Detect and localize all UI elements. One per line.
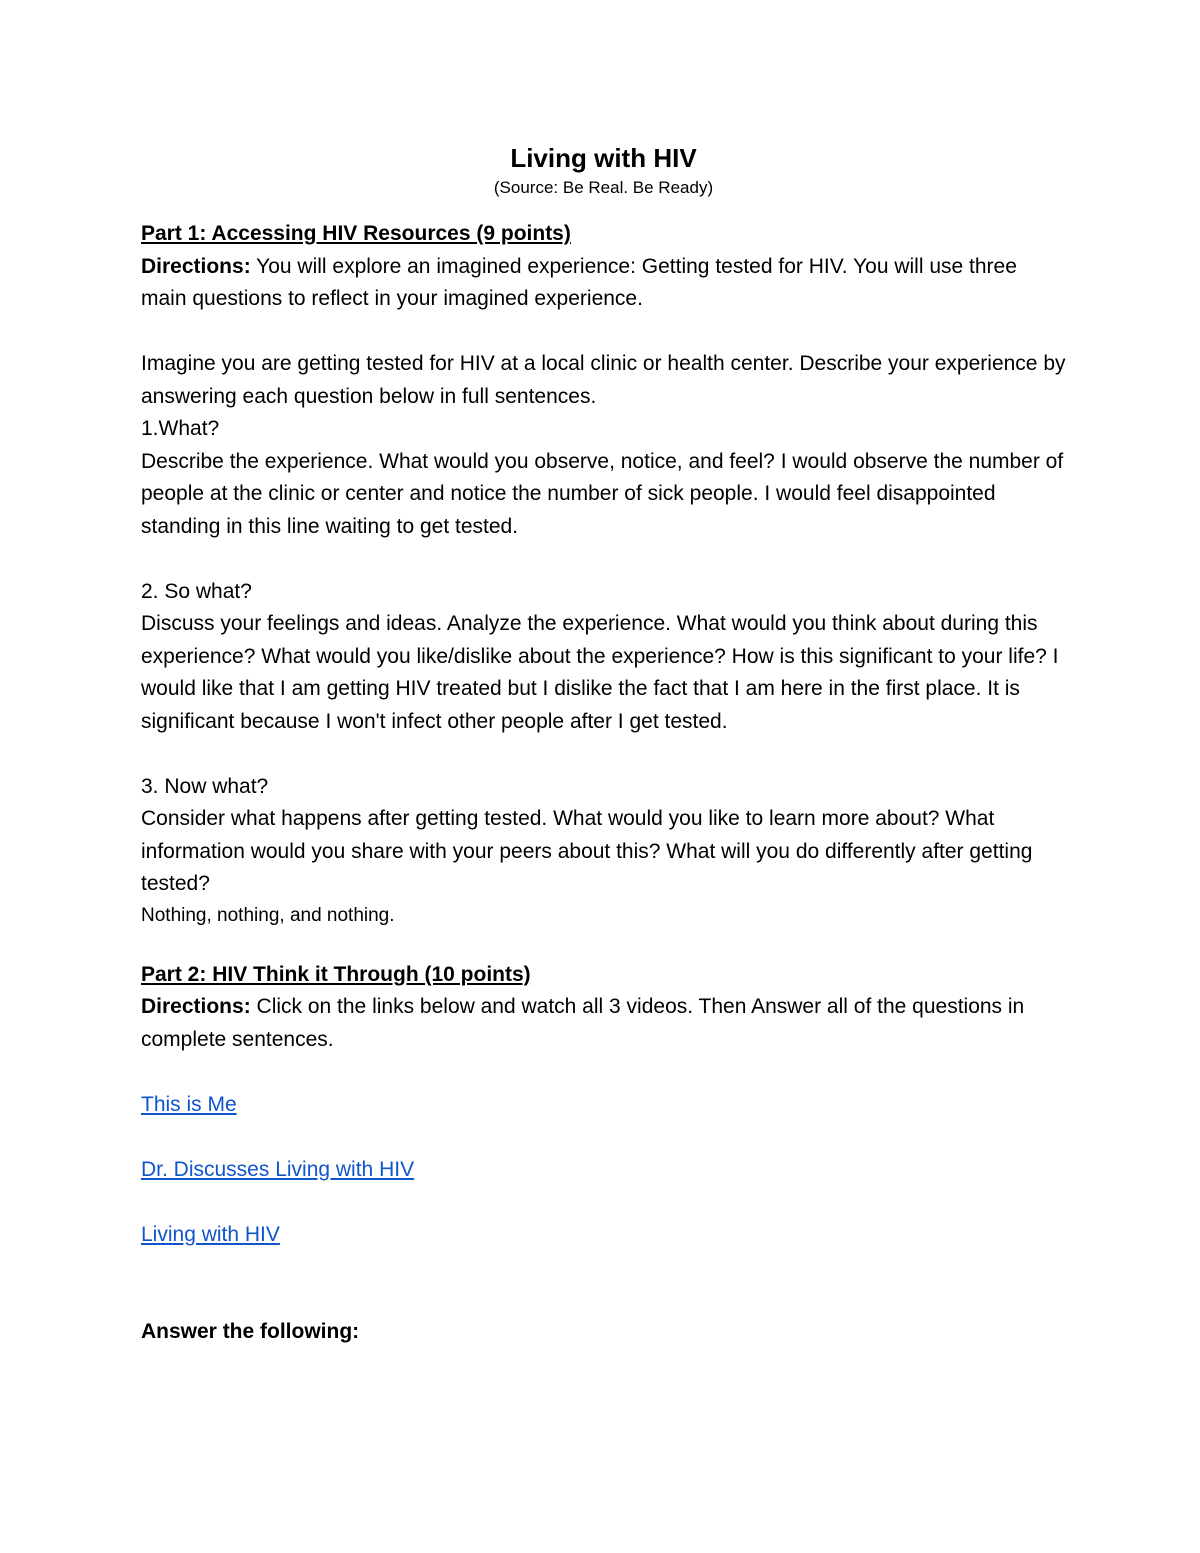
part1-intro: Imagine you are getting tested for HIV at a local clinic or health center. Describe your experience by answering each question below in full sentences. xyxy=(141,352,1066,408)
document-title: Living with HIV xyxy=(510,143,697,173)
part2-directions xyxy=(141,991,1066,1056)
document-source: (Source: Be Real. Be Ready) xyxy=(493,178,714,197)
part2-heading: Part 2: HIV Think it Through (10 points) xyxy=(141,962,531,986)
link-dr-discusses-living-with-hiv[interactable]: Dr. Discusses Living with HIV xyxy=(141,1157,415,1181)
document-page xyxy=(141,140,1066,1349)
part1-directions-label: Directions: xyxy=(141,254,251,278)
part1-section xyxy=(141,218,1066,931)
question-3-answer: Nothing, nothing, and nothing. xyxy=(141,904,395,926)
question-2-label: 2. So what? xyxy=(141,579,252,603)
question-3-label: 3. Now what? xyxy=(141,774,269,798)
question-1-label: 1.What? xyxy=(141,417,220,440)
part1-heading: Part 1: Accessing HIV Resources (9 points) xyxy=(141,222,571,245)
part1-directions xyxy=(141,251,1066,316)
part2-directions-text: Click on the links below and watch all 3 videos. Then Answer all of the questions in complete sentences. xyxy=(141,995,1025,1051)
question-2-text: Discuss your feelings and ideas. Analyze the experience. What would you think about during this experience? What would you like/dislike about the experience? How is this significant to your life? I would like that I am getting HIV treated but I dislike the fact that I am here in the first place. It is significant because I won't infect other people after I get tested. xyxy=(141,612,1059,733)
answer-heading: Answer the following: xyxy=(141,1320,360,1343)
question-3-text: Consider what happens after getting tested. What would you like to learn more about? What information would you share with your peers about this? What will you do differently after getting tested? xyxy=(141,807,1033,895)
part1-directions-text: You will explore an imagined experience: Getting tested for HIV. You will use three main questions to reflect in your imagined experience. xyxy=(141,254,1017,310)
question-1-text: Describe the experience. What would you observe, notice, and feel? I would observe the number of people at the clinic or center and notice the number of sick people. I would feel disappointed standing in this line waiting to get tested. xyxy=(141,449,1064,538)
link-this-is-me[interactable]: This is Me xyxy=(141,1092,237,1116)
part2-section xyxy=(141,959,1066,1349)
part2-directions-label: Directions: xyxy=(141,995,251,1018)
link-living-with-hiv[interactable]: Living with HIV xyxy=(141,1222,280,1246)
